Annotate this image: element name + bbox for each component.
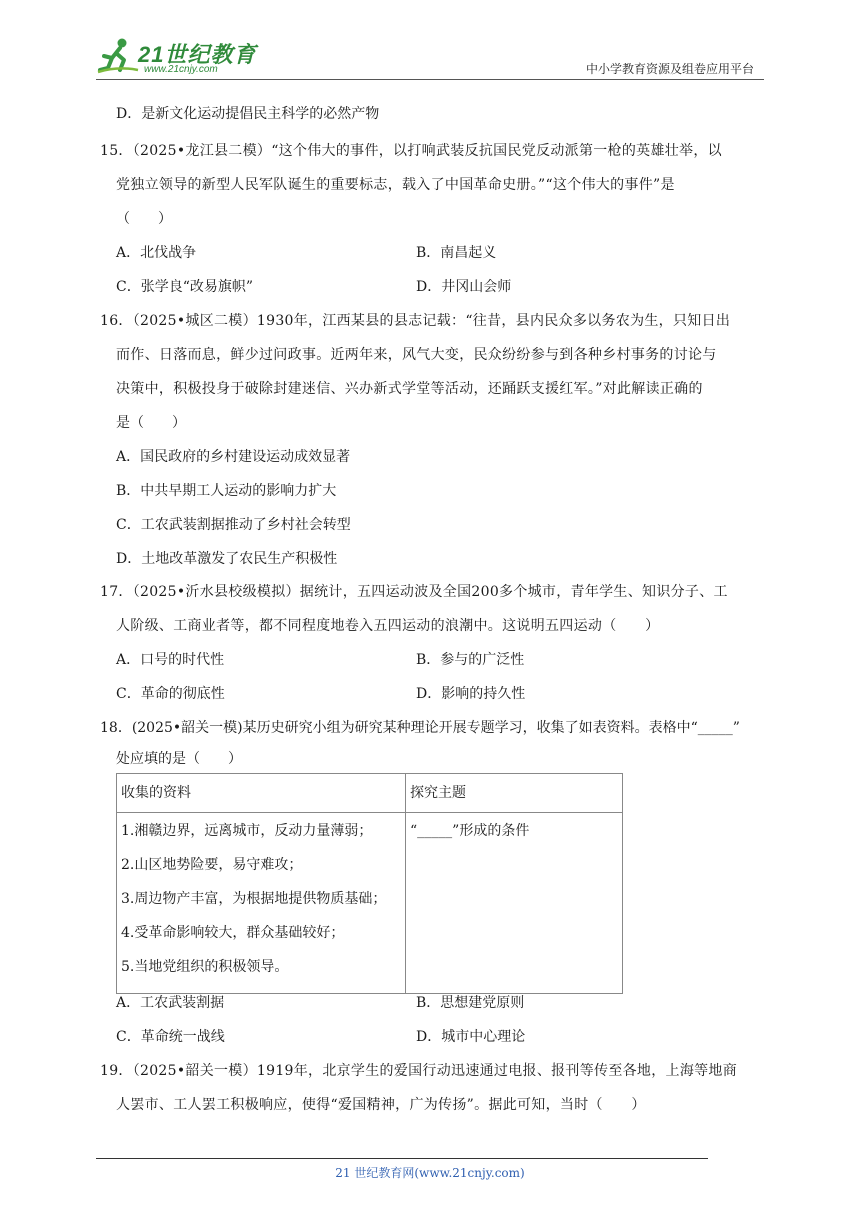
footer-link[interactable]: 21 世纪教育网(www.21cnjy.com)	[335, 1166, 525, 1180]
table-header-topic: 探究主题	[406, 774, 623, 813]
question-15-line-3: （ ）	[116, 211, 172, 227]
question-18-line-1: 18．(2025•韶关一模)某历史研究小组为研究某种理论开展专题学习，收集了如表资料。表格中“_____”	[100, 720, 740, 736]
question-18-option-c: C．革命统一战线	[116, 1029, 225, 1045]
question-16-line-2: 而作、日落而息，鲜少过问政事。近两年来，风气大变，民众纷纷参与到各种乡村事务的讨论与	[116, 347, 717, 363]
table-topic-cell	[406, 813, 623, 994]
option-d-prev: D．是新文化运动提倡民主科学的必然产物	[116, 106, 380, 122]
material-item: 1.湘赣边界，远离城市，反动力量薄弱；	[121, 823, 373, 839]
question-16-line-4: 是（ ）	[116, 415, 186, 431]
table-row	[117, 813, 623, 994]
question-16-option-d: D．土地改革激发了农民生产积极性	[116, 551, 338, 567]
topic-text: “_____”形成的条件	[410, 823, 530, 839]
question-19-line-2: 人罢市、工人罢工积极响应，使得“爱国精神，广为传扬”。据此可知，当时（ ）	[116, 1097, 646, 1113]
question-17-option-d: D．影响的持久性	[416, 686, 526, 702]
question-18-line-2: 处应填的是（ ）	[116, 751, 242, 767]
header-platform-label: 中小学教育资源及组卷应用平台	[585, 62, 754, 76]
question-15-option-d: D．井冈山会师	[416, 279, 512, 295]
material-item: 3.周边物产丰富，为根据地提供物质基础；	[121, 891, 387, 907]
header-divider	[96, 79, 764, 80]
material-item: 2.山区地势险要，易守难攻；	[121, 857, 303, 873]
question-16-line-3: 决策中，积极投身于破除封建迷信、兴办新式学堂等活动，还踊跃支援红军。”对此解读正确的	[116, 381, 703, 397]
question-16-option-a: A．国民政府的乡村建设运动成效显著	[116, 449, 351, 465]
question-15-line-1: 15．（2025•龙江县二模）“这个伟大的事件，以打响武装反抗国民党反动派第一枪的英雄壮举，以	[100, 143, 722, 159]
logo-url: www.21cnjy.com	[144, 64, 218, 75]
table-header-materials: 收集的资料	[117, 774, 406, 813]
question-17-option-c: C．革命的彻底性	[116, 686, 225, 702]
question-15-option-a: A．北伐战争	[116, 245, 197, 261]
site-logo	[96, 36, 256, 80]
material-item: 4.受革命影响较大，群众基础较好；	[121, 925, 345, 941]
footer-divider	[96, 1158, 708, 1159]
question-18-option-b: B．思想建党原则	[416, 995, 525, 1011]
question-18-option-d: D．城市中心理论	[416, 1029, 526, 1045]
question-16-option-b: B．中共早期工人运动的影响力扩大	[116, 483, 337, 499]
logo-text: 21世纪教育	[138, 42, 257, 67]
question-16-option-c: C．工农武装割据推动了乡村社会转型	[116, 517, 351, 533]
question-16-line-1: 16．（2025•城区二模）1930年，江西某县的县志记载：“往昔，县内民众多以务农为生，只知日出	[100, 313, 731, 329]
question-17-option-a: A．口号的时代性	[116, 652, 225, 668]
runner-logo-icon	[96, 36, 140, 76]
question-19-line-1: 19．（2025•韶关一模）1919年，北京学生的爱国行动迅速通过电报、报刊等传至各地，上海等地商	[100, 1063, 738, 1079]
table-materials-cell	[117, 813, 406, 994]
question-15-option-b: B．南昌起义	[416, 245, 497, 261]
table-header-row	[117, 774, 623, 813]
question-17-line-2: 人阶级、工商业者等，都不同程度地卷入五四运动的浪潮中。这说明五四运动（ ）	[116, 618, 660, 634]
question-18-option-a: A．工农武装割据	[116, 995, 225, 1011]
question-15-line-2: 党独立领导的新型人民军队诞生的重要标志，载入了中国革命史册。”“这个伟大的事件”是	[116, 177, 675, 193]
question-17-option-b: B．参与的广泛性	[416, 652, 525, 668]
material-item: 5.当地党组织的积极领导。	[121, 959, 289, 975]
research-table	[116, 773, 623, 994]
question-17-line-1: 17．（2025•沂水县校级模拟）据统计，五四运动波及全国200多个城市，青年学生、知识分子、工	[100, 584, 728, 600]
question-15-option-c: C．张学良“改易旗帜”	[116, 279, 254, 295]
